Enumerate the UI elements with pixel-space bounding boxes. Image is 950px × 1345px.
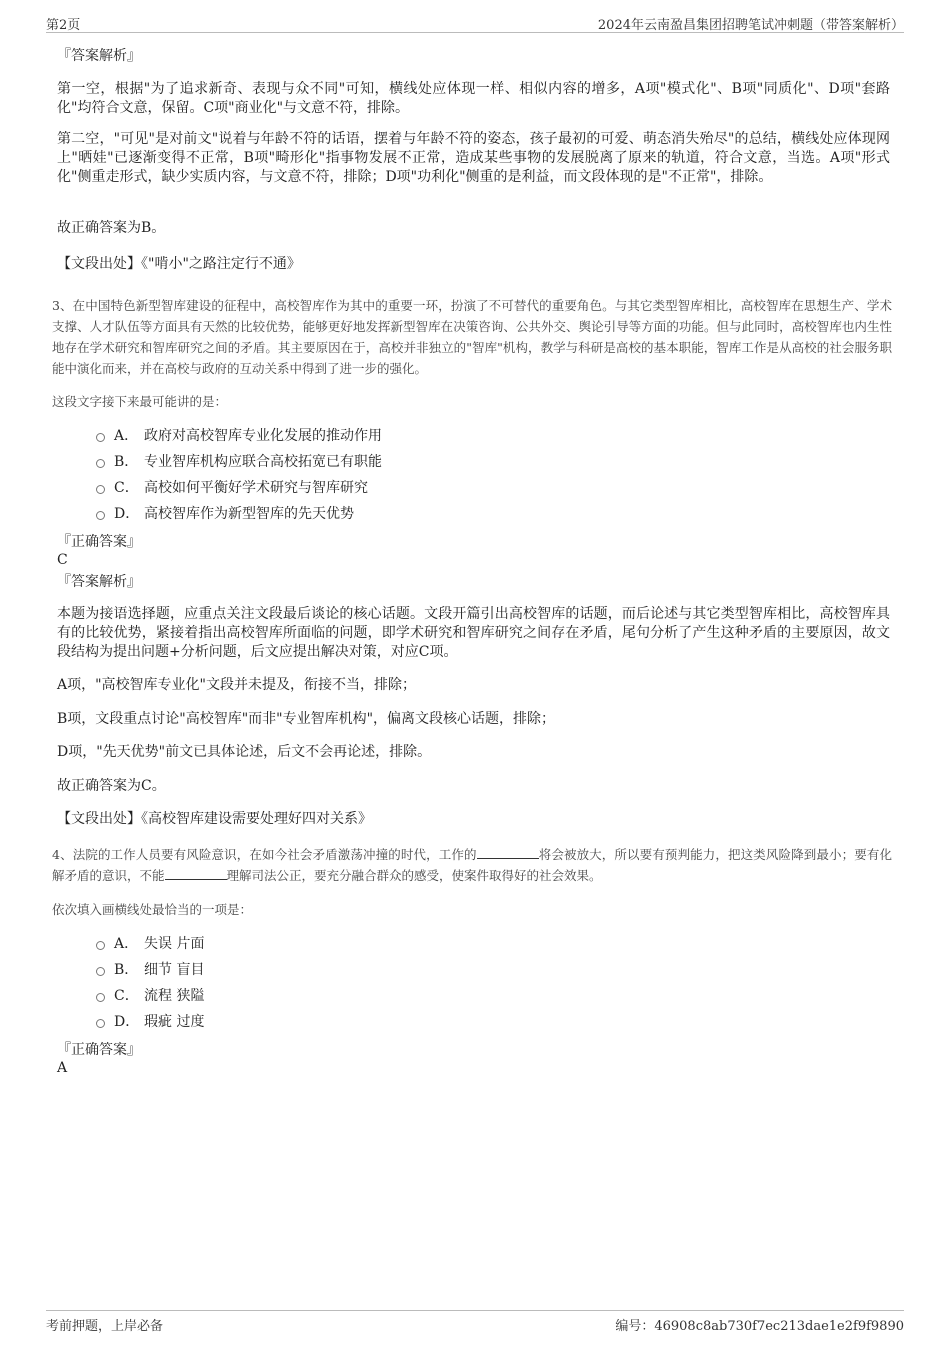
answer-label: 『正确答案』	[57, 534, 141, 550]
page-header	[46, 10, 904, 33]
analysis-label: 『答案解析』	[57, 574, 141, 590]
correct-answer: C	[57, 552, 68, 568]
fill-blank	[165, 867, 227, 880]
page-footer	[46, 1310, 904, 1335]
radio-icon[interactable]	[96, 993, 105, 1002]
option-list	[96, 422, 382, 526]
analysis-paragraph: B项，文段重点讨论"高校智库"而非"专业智库机构"，偏离文段核心话题，排除；	[57, 711, 556, 727]
analysis-paragraph: 本题为接语选择题，应重点关注文段最后谈论的核心话题。文段开篇引出高校智库的话题，而后论述与其它类型智库相比，高校智库具有的比较优势，紧接着指出高校智库所面临的问题，即学术研究和智库研究之间存在矛盾，尾句分析了产生这种矛盾的主要原因，故文段结构为提出问题+分析问题，后文应提出解决对策，对应C项。	[57, 606, 890, 660]
correct-answer: A	[57, 1060, 68, 1076]
option-d[interactable]: D． 瑕疵 过度	[96, 1008, 204, 1034]
question-prompt: 这段文字接下来最可能讲的是：	[52, 394, 228, 409]
option-b[interactable]: B． 专业智库机构应联合高校拓宽已有职能	[96, 448, 382, 474]
analysis-paragraph: 第一空，根据"为了追求新奇、表现与众不同"可知，横线处应体现一样、相似内容的增多，A项"模式化"、B项"同质化"、D项"套路化"均符合文意，保留。C项"商业化"与文意不符，排除。	[57, 81, 890, 116]
analysis-paragraph: A项，"高校智库专业化"文段并未提及，衔接不当，排除；	[57, 677, 416, 693]
analysis-paragraph: D项，"先天优势"前文已具体论述，后文不会再论述，排除。	[57, 744, 432, 760]
radio-icon[interactable]	[96, 485, 105, 494]
option-b[interactable]: B． 细节 盲目	[96, 956, 204, 982]
analysis-conclusion: 故正确答案为B。	[57, 220, 166, 236]
source-citation: 【文段出处】《"啃小"之路注定行不通》	[57, 256, 301, 272]
question-stem: 3、在中国特色新型智库建设的征程中，高校智库作为其中的重要一环，扮演了不可替代的重要角色。与其它类型智库相比，高校智库在思想生产、学术支撑、人才队伍等方面具有天然的比较优势，能够更好地发挥新型智库在决策咨询、公共外交、舆论引导等方面的功能。但与此同时，高校智库也内生性地存在学术研究和智库研究之间的矛盾。其主要原因在于，高校并非独立的"智库"机构，教学与科研是高校的基本职能，智库工作是从高校的社会服务职能中演化而来，并在高校与政府的互动关系中得到了进一步的强化。	[52, 298, 892, 376]
analysis-paragraph: 第二空，"可见"是对前文"说着与年龄不符的话语，摆着与年龄不符的姿态，孩子最初的可爱、萌态消失殆尽"的总结，横线处应体现网上"晒娃"已逐渐变得不正常，B项"畸形化"指事物发展不正常，造成某些事物的发展脱离了原来的轨道，符合文意，当选。A项"形式化"侧重走形式，缺少实质内容，与文意不符，排除；D项"功利化"侧重的是利益，而文段体现的是"不正常"，排除。	[57, 131, 890, 185]
option-c[interactable]: C． 高校如何平衡好学术研究与智库研究	[96, 474, 382, 500]
source-citation: 【文段出处】《高校智库建设需要处理好四对关系》	[57, 811, 372, 827]
option-a[interactable]: A． 政府对高校智库专业化发展的推动作用	[96, 422, 382, 448]
radio-icon[interactable]	[96, 941, 105, 950]
question-stem: 4、法院的工作人员要有风险意识，在如今社会矛盾激荡冲撞的时代，工作的 将会被放大，所以要有预判能力，把这类风险降到最小；要有化解矛盾的意识，不能 理解司法公正，要充分融合群众的感受，使案件取得好的社会效果。	[52, 847, 892, 883]
radio-icon[interactable]	[96, 1019, 105, 1028]
option-c[interactable]: C． 流程 狭隘	[96, 982, 204, 1008]
footer-slogan: 考前押题，上岸必备	[46, 1319, 164, 1334]
question-prompt: 依次填入画横线处最恰当的一项是：	[52, 902, 253, 917]
radio-icon[interactable]	[96, 459, 105, 468]
page-number: 第2页	[46, 18, 81, 33]
fill-blank	[477, 846, 539, 859]
answer-label: 『正确答案』	[57, 1042, 141, 1058]
option-d[interactable]: D． 高校智库作为新型智库的先天优势	[96, 500, 382, 526]
option-a[interactable]: A． 失误 片面	[96, 930, 204, 956]
analysis-conclusion: 故正确答案为C。	[57, 778, 166, 794]
option-list	[96, 930, 204, 1034]
document-title: 2024年云南盈昌集团招聘笔试冲刺题（带答案解析）	[597, 18, 904, 33]
document-code: 编号：46908c8ab730f7ec213dae1e2f9f9890	[615, 1319, 904, 1334]
radio-icon[interactable]	[96, 967, 105, 976]
radio-icon[interactable]	[96, 511, 105, 520]
analysis-label: 『答案解析』	[57, 48, 141, 64]
radio-icon[interactable]	[96, 433, 105, 442]
